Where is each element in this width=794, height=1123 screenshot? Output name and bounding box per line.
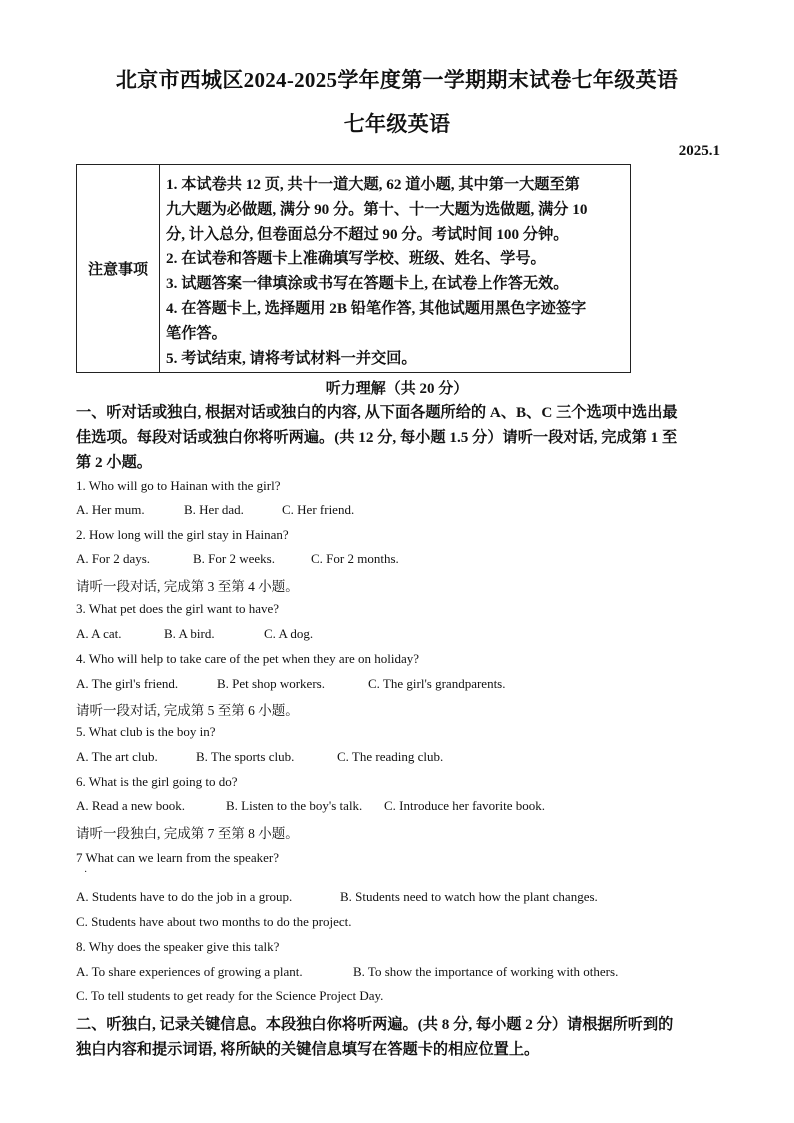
question-1: 1. Who will go to Hainan with the girl? bbox=[76, 478, 281, 493]
q7-option-a: A. Students have to do the job in a group. bbox=[76, 889, 293, 904]
q3-option-c: C. A dog. bbox=[264, 626, 314, 641]
notice-line: 3. 试题答案一律填涂或书写在答题卡上, 在试卷上作答无效。 bbox=[166, 275, 569, 293]
q4-option-a: A. The girl's friend. bbox=[76, 676, 179, 691]
listening-cue: 请听一段独白, 完成第 7 至第 8 小题。 bbox=[76, 826, 299, 841]
notice-line: 1. 本试卷共 12 页, 共十一道大题, 62 道小题, 其中第一大题至第 bbox=[166, 176, 580, 193]
q3-option-b: B. A bird. bbox=[164, 626, 215, 641]
notice-box bbox=[76, 164, 631, 373]
q6-option-a: A. Read a new book. bbox=[76, 798, 186, 813]
q2-option-b: B. For 2 weeks. bbox=[193, 551, 275, 566]
section-heading: 听力理解（共 20 分） bbox=[325, 381, 469, 397]
q2-option-c: C. For 2 months. bbox=[311, 551, 399, 566]
listening-cue: 请听一段对话, 完成第 5 至第 6 小题。 bbox=[76, 703, 299, 718]
listening-cue: 请听一段对话, 完成第 3 至第 4 小题。 bbox=[76, 579, 299, 594]
q1-option-a: A. Her mum. bbox=[76, 502, 145, 517]
exam-subtitle: 七年级英语 bbox=[343, 112, 451, 136]
question-6: 6. What is the girl going to do? bbox=[76, 774, 238, 789]
section1-instruction: 第 2 小题。 bbox=[76, 454, 152, 471]
section1-instruction: 佳选项。每段对话或独白你将听两遍。(共 12 分, 每小题 1.5 分）请听一段对话, 完成第 1 至 bbox=[76, 429, 678, 446]
notice-body bbox=[160, 165, 630, 372]
q6-option-c: C. Introduce her favorite book. bbox=[384, 798, 546, 813]
notice-line: 分, 计入总分, 但卷面总分不超过 90 分。考试时间 100 分钟。 bbox=[166, 225, 569, 243]
q5-option-b: B. The sports club. bbox=[196, 749, 295, 764]
question-8: 8. Why does the speaker give this talk? bbox=[76, 939, 280, 954]
notice-line: 4. 在答题卡上, 选择题用 2B 铅笔作答, 其他试题用黑色字迹签字 bbox=[166, 299, 587, 317]
stray-dot-mark: · bbox=[84, 867, 88, 878]
q6-option-b: B. Listen to the boy's talk. bbox=[226, 798, 363, 813]
section1-instruction: 一、听对话或独白, 根据对话或独白的内容, 从下面各题所给的 A、B、C 三个选项中选出最 bbox=[76, 404, 678, 421]
question-5: 5. What club is the boy in? bbox=[76, 724, 216, 739]
q2-option-a: A. For 2 days. bbox=[76, 551, 151, 566]
question-7: 7 What can we learn from the speaker? bbox=[76, 850, 279, 865]
question-3: 3. What pet does the girl want to have? bbox=[76, 601, 280, 616]
q7-option-c: C. Students have about two months to do the project. bbox=[76, 914, 352, 929]
q8-option-b: B. To show the importance of working with others. bbox=[353, 964, 619, 979]
question-4: 4. Who will help to take care of the pet when they are on holiday? bbox=[76, 651, 420, 666]
q1-option-b: B. Her dad. bbox=[184, 502, 244, 517]
notice-line: 5. 考试结束, 请将考试材料一并交回。 bbox=[166, 349, 417, 367]
q5-option-c: C. The reading club. bbox=[337, 749, 444, 764]
section2-instruction: 独白内容和提示词语, 将所缺的关键信息填写在答题卡的相应位置上。 bbox=[76, 1041, 540, 1058]
q5-option-a: A. The art club. bbox=[76, 749, 158, 764]
exam-date: 2025.1 bbox=[678, 143, 720, 159]
q4-option-c: C. The girl's grandparents. bbox=[368, 676, 506, 691]
notice-line: 2. 在试卷和答题卡上准确填写学校、班级、姓名、学号。 bbox=[166, 250, 546, 268]
q3-option-a: A. A cat. bbox=[76, 626, 122, 641]
q8-option-a: A. To share experiences of growing a plant. bbox=[76, 964, 303, 979]
q1-option-c: C. Her friend. bbox=[282, 502, 355, 517]
section2-instruction: 二、听独白, 记录关键信息。本段独白你将听两遍。(共 8 分, 每小题 2 分）请根据所听到的 bbox=[76, 1016, 674, 1033]
q4-option-b: B. Pet shop workers. bbox=[217, 676, 325, 691]
notice-label: 注意事项 bbox=[77, 165, 160, 372]
exam-title: 北京市西城区2024-2025学年度第一学期期末试卷七年级英语 bbox=[115, 68, 679, 92]
question-2: 2. How long will the girl stay in Hainan? bbox=[76, 527, 289, 542]
notice-line: 笔作答。 bbox=[166, 324, 227, 342]
q8-option-c: C. To tell students to get ready for the Science Project Day. bbox=[76, 988, 384, 1003]
q7-option-b: B. Students need to watch how the plant changes. bbox=[340, 889, 598, 904]
notice-line: 九大题为必做题, 满分 90 分。第十、十一大题为选做题, 满分 10 bbox=[166, 200, 588, 218]
